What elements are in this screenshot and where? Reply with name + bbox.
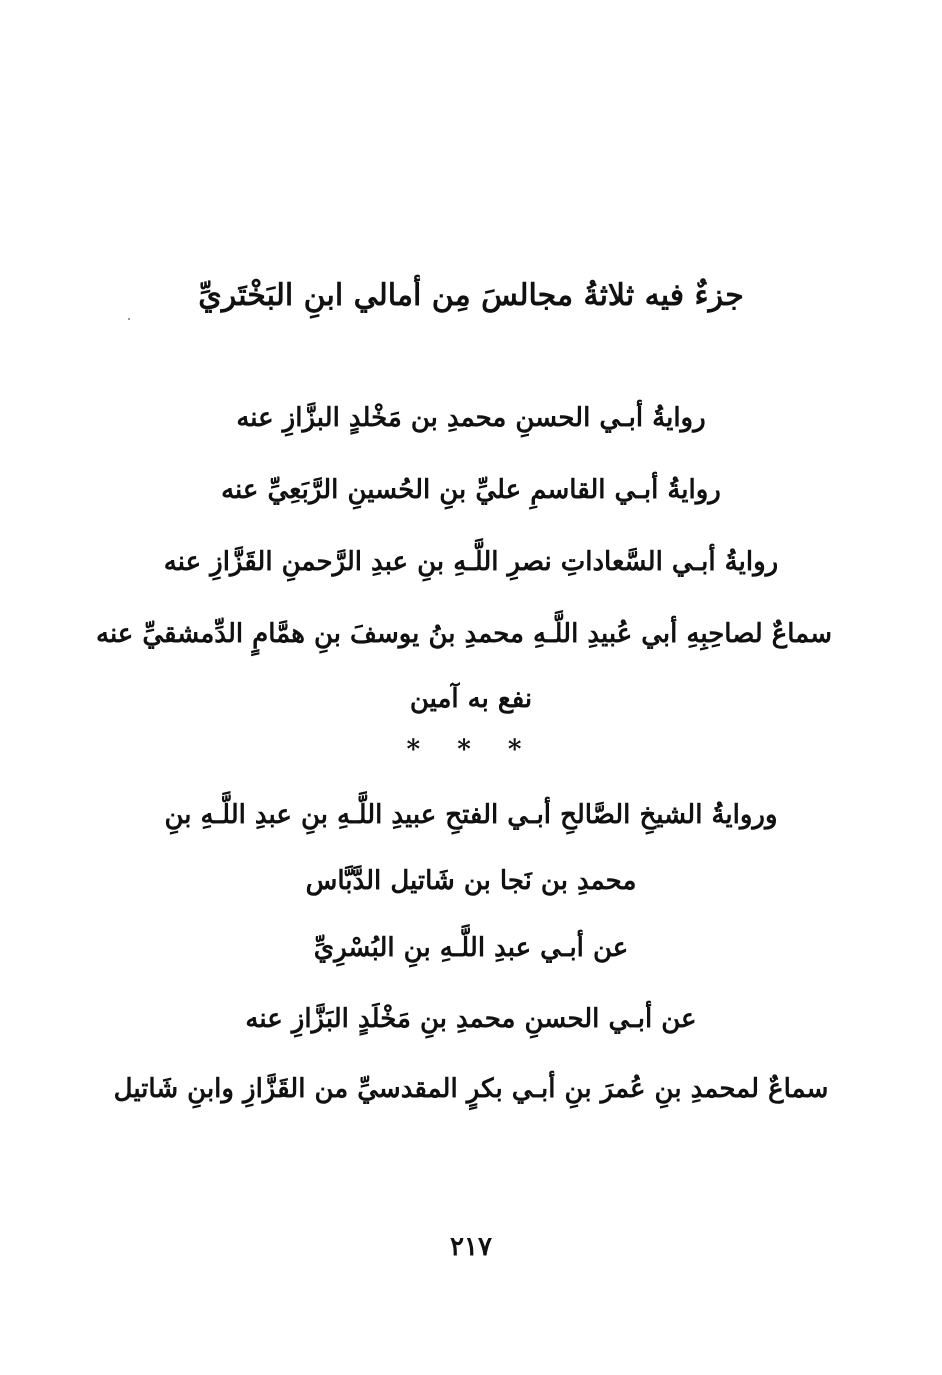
chain-line-1: وروايةُ الشيخِ الصَّالحِ أبـي الفتحِ عبيدِ اللَّـهِ بنِ عبدِ اللَّـهِ بنِ (164, 800, 778, 830)
chain-line-2: محمدِ بن نَجا بن شَاتيل الدَّبَّاس (305, 866, 637, 896)
riwaya-line-1: روايةُ أبـي الحسنِ محمدِ بن مَخْلدٍ البزَّازِ عنه (236, 403, 706, 433)
chain-line-3: عن أبـي عبدِ اللَّـهِ بنِ البُسْرِيِّ (313, 933, 629, 963)
riwaya-line-3: روايةُ أبـي السَّعاداتِ نصرِ اللَّـهِ بنِ عبدِ الرَّحمنِ القَزَّازِ عنه (163, 547, 779, 577)
scan-speck (128, 318, 130, 320)
chain-line-4: عن أبـي الحسنِ محمدِ بنِ مَخْلَدٍ البَزَّازِ عنه (245, 1004, 697, 1034)
page-number: ٢١٧ (450, 1232, 492, 1262)
chain-line-5: سماعٌ لمحمدِ بنِ عُمرَ بنِ أبـي بكرٍ المقدسيِّ من القَزَّازِ وابنِ شَاتيل (113, 1074, 829, 1104)
section-separator: * * * (406, 735, 536, 765)
riwaya-line-4: سماعٌ لصاحِبِهِ أبي عُبيدِ اللَّـهِ محمدِ بنُ يوسفَ بنِ همَّامٍ الدِّمشقيِّ عنه (96, 619, 832, 649)
book-title: جزءٌ فيه ثلاثةُ مجالسَ مِن أمالي ابنِ البَخْتَريِّ (198, 278, 744, 313)
riwaya-line-5: نفع به آمين (409, 684, 533, 714)
riwaya-line-2: روايةُ أبـي القاسمِ عليِّ بنِ الحُسينِ الرَّبَعِيِّ عنه (221, 475, 721, 505)
